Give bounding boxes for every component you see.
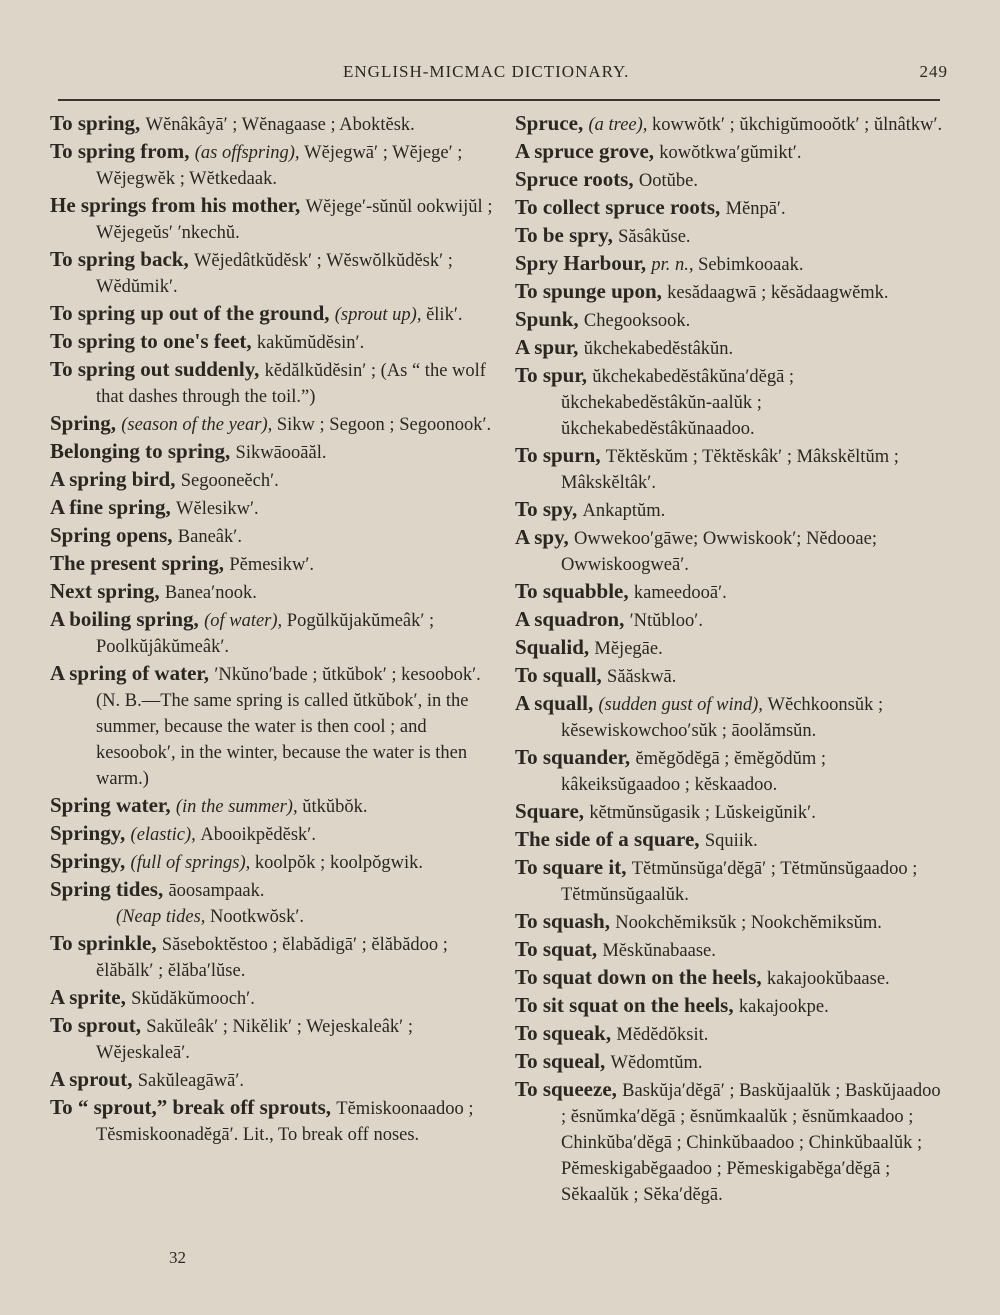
headword: To sprout, bbox=[50, 1013, 147, 1037]
dictionary-entry bbox=[515, 826, 947, 854]
translation: Segooneĕch′. bbox=[180, 471, 279, 491]
headword: Spruce roots, bbox=[515, 167, 639, 191]
dictionary-entry bbox=[50, 820, 505, 848]
translation: Wĕdomtŭm. bbox=[610, 1053, 703, 1073]
translation: Abooikpĕdĕsk′. bbox=[200, 825, 316, 845]
headword: To spring back, bbox=[50, 247, 194, 271]
translation: Sebimkooaak. bbox=[698, 255, 804, 275]
headword: Spruce, bbox=[515, 111, 589, 135]
translation: ŭkchekabedĕstâkŭn. bbox=[583, 339, 734, 359]
dictionary-entry bbox=[515, 110, 947, 138]
translation: kesădaagwā ; kĕsădaagwĕmk. bbox=[667, 283, 889, 303]
translation: Mĕdĕdŏksit. bbox=[616, 1025, 709, 1045]
signature-mark: 32 bbox=[169, 1248, 186, 1267]
gloss: (full of springs), bbox=[130, 853, 255, 873]
headword: Spunk, bbox=[515, 307, 584, 331]
headword: Square, bbox=[515, 799, 590, 823]
headword: To collect spruce roots, bbox=[515, 195, 726, 219]
gloss: (sudden gust of wind), bbox=[598, 695, 768, 715]
dictionary-entry bbox=[50, 246, 505, 300]
translation: Nootkwŏsk′. bbox=[210, 907, 305, 927]
dictionary-entry bbox=[515, 634, 947, 662]
dictionary-entry bbox=[50, 1066, 505, 1094]
translation: ŭkchekabedĕstâkŭna′dĕgā ; ŭkchekabedĕstâkŭn-aalŭk ; ŭkchekabedĕstâkŭnaadoo. bbox=[561, 367, 795, 439]
translation: kowwŏtk′ ; ŭkchigŭmooŏtk′ ; ŭlnâtkw′. bbox=[652, 115, 943, 135]
dictionary-entry bbox=[515, 222, 947, 250]
translation: Tĕmiskoonaadoo ; Tĕsmiskoonadĕgā′. Lit., To break off noses. bbox=[96, 1099, 474, 1145]
dictionary-entry bbox=[515, 442, 947, 496]
headword: Spring, bbox=[50, 411, 122, 435]
headword: To sit squat on the heels, bbox=[515, 993, 739, 1017]
dictionary-entry bbox=[515, 524, 947, 578]
headword: To squeeze, bbox=[515, 1077, 623, 1101]
headword: Springy, bbox=[50, 821, 131, 845]
translation: Mĕskŭnabaase. bbox=[602, 941, 716, 961]
headword: To spring out suddenly, bbox=[50, 357, 265, 381]
headword: Spring water, bbox=[50, 793, 176, 817]
translation: kakajookpe. bbox=[738, 997, 829, 1017]
dictionary-entry bbox=[515, 1048, 947, 1076]
dictionary-entry bbox=[50, 848, 505, 876]
translation: Mĕjegāe. bbox=[594, 639, 663, 659]
dictionary-entry bbox=[515, 306, 947, 334]
translation: ′Nkŭno′bade ; ŭtkŭbok′ ; kesoobok′. (N. B.—The same spring is called ŭtkŭbok′, in the summer, because the water is then cool ; and kesoobok′, in the winter, because the water is then warm.) bbox=[96, 665, 481, 789]
headword: A spruce grove, bbox=[515, 139, 660, 163]
translation: Owwekoo′gāwe; Owwiskook′; Nĕdooae; Owwiskoogweā′. bbox=[561, 529, 877, 575]
headword: To squall, bbox=[515, 663, 608, 687]
headword: A squadron, bbox=[515, 607, 630, 631]
dictionary-entry bbox=[515, 798, 947, 826]
dictionary-entry bbox=[515, 194, 947, 222]
headword: To squat, bbox=[515, 937, 603, 961]
dictionary-entry bbox=[50, 904, 505, 930]
dictionary-entry bbox=[50, 328, 505, 356]
translation: Wĕjedâtkŭdĕsk′ ; Wĕswŏlkŭdĕsk′ ; Wĕdŭmik′. bbox=[96, 251, 453, 297]
dictionary-entry bbox=[50, 522, 505, 550]
dictionary-entry bbox=[515, 1076, 947, 1208]
dictionary-entry bbox=[515, 496, 947, 524]
headword: A fine spring, bbox=[50, 495, 177, 519]
dictionary-entry bbox=[515, 964, 947, 992]
translation: Baskŭja′dĕgā′ ; Baskŭjaalŭk ; Baskŭjaadoo ; ĕsnŭmka′dĕgā ; ĕsnŭmkaalŭk ; ĕsnŭmkaadoo ; Chinkŭba′dĕgā ; Chinkŭbaadoo ; Chinkŭbaalŭk ; Pĕmeskigabĕgaadoo ; Pĕmeskigabĕga′dĕgā ; Sĕkaalŭk ; Sĕka′dĕgā. bbox=[561, 1081, 941, 1205]
translation: Wĕjegwā′ ; Wĕjege′ ; Wĕjegwĕk ; Wĕtkedaak. bbox=[96, 143, 463, 189]
headword: Next spring, bbox=[50, 579, 165, 603]
dictionary-entry bbox=[50, 192, 505, 246]
headword: A spring of water, bbox=[50, 661, 215, 685]
translation: kĕdălkŭdĕsin′ ; (As “ the wolf that dashes through the toil.”) bbox=[96, 361, 486, 407]
translation: Sikwāooāăl. bbox=[235, 443, 327, 463]
translation: Baneâk′. bbox=[177, 527, 242, 547]
dictionary-entry bbox=[50, 606, 505, 660]
dictionary-entry bbox=[50, 876, 505, 904]
translation: Wĕjege′-sŭnŭl ookwijŭl ; Wĕjegeŭs′ ′nkechŭ. bbox=[96, 197, 493, 243]
dictionary-entry bbox=[50, 930, 505, 984]
translation: Tĕtmŭnsŭga′dĕgā′ ; Tĕtmŭnsŭgaadoo ; Tĕtmŭnsŭgaalŭk. bbox=[561, 859, 918, 905]
headword: To spring to one's feet, bbox=[50, 329, 257, 353]
translation: Săăskwā. bbox=[607, 667, 677, 687]
translation: Săsâkŭse. bbox=[618, 227, 691, 247]
translation: Sakŭleâk′ ; Nikĕlik′ ; Wejeskaleâk′ ; Wĕjeskaleā′. bbox=[96, 1017, 413, 1063]
dictionary-entry bbox=[50, 300, 505, 328]
headword: The side of a square, bbox=[515, 827, 705, 851]
translation: Ootŭbe. bbox=[638, 171, 698, 191]
headword: To squabble, bbox=[515, 579, 634, 603]
right-column bbox=[515, 110, 947, 1208]
header-rule bbox=[58, 99, 940, 101]
dictionary-entry bbox=[515, 854, 947, 908]
translation: Pĕmesikw′. bbox=[229, 555, 315, 575]
headword: A sprite, bbox=[50, 985, 132, 1009]
dictionary-entry bbox=[50, 1094, 505, 1148]
gloss: (of water), bbox=[204, 611, 287, 631]
headword: A squall, bbox=[515, 691, 599, 715]
dictionary-entry bbox=[50, 356, 505, 410]
dictionary-entry bbox=[50, 494, 505, 522]
translation: Wĕnâkâyā′ ; Wĕnagaase ; Aboktĕsk. bbox=[145, 115, 415, 135]
dictionary-entry bbox=[515, 166, 947, 194]
dictionary-entry bbox=[515, 250, 947, 278]
dictionary-entry bbox=[50, 438, 505, 466]
dictionary-entry bbox=[50, 110, 505, 138]
page-header bbox=[0, 62, 1000, 86]
headword: The present spring, bbox=[50, 551, 230, 575]
gloss: (elastic), bbox=[130, 825, 201, 845]
dictionary-entry bbox=[515, 334, 947, 362]
headword: To “ sprout,” break off sprouts, bbox=[50, 1095, 337, 1119]
translation: Skŭdăkŭmooch′. bbox=[131, 989, 255, 1009]
dictionary-entry bbox=[50, 466, 505, 494]
headword: To be spry, bbox=[515, 223, 619, 247]
translation: kowŏtkwa′gŭmikt′. bbox=[659, 143, 802, 163]
headword: Spry Harbour, bbox=[515, 251, 652, 275]
translation: Mĕnpā′. bbox=[725, 199, 786, 219]
headword: To squander, bbox=[515, 745, 636, 769]
translation: Wĕchkoonsŭk ; kĕsewiskowchoo′sŭk ; āoolămsŭn. bbox=[561, 695, 884, 741]
translation: Sakŭleagāwā′. bbox=[137, 1071, 245, 1091]
translation: Wĕlesikw′. bbox=[176, 499, 259, 519]
running-title: ENGLISH-MICMAC DICTIONARY. bbox=[343, 62, 630, 81]
headword: To squat down on the heels, bbox=[515, 965, 767, 989]
dictionary-entry bbox=[50, 984, 505, 1012]
translation: kameedooā′. bbox=[633, 583, 727, 603]
headword: Spring opens, bbox=[50, 523, 178, 547]
translation: kakajookŭbaase. bbox=[766, 969, 890, 989]
headword: To spy, bbox=[515, 497, 583, 521]
gloss: (a tree), bbox=[588, 115, 653, 135]
headword: A spy, bbox=[515, 525, 574, 549]
headword: Springy, bbox=[50, 849, 131, 873]
gloss: (in the summer), bbox=[175, 797, 303, 817]
headword: To spurn, bbox=[515, 443, 606, 467]
translation: Săseboktĕstoo ; ĕlabădigā′ ; ĕlăbădoo ; ĕlăbălk′ ; ĕlăba′lŭse. bbox=[96, 935, 448, 981]
headword: To squeal, bbox=[515, 1049, 611, 1073]
headword: Squalid, bbox=[515, 635, 595, 659]
translation: Tĕktĕskŭm ; Tĕktĕskâk′ ; Mâkskĕltŭm ; Mâkskĕltâk′. bbox=[561, 447, 899, 493]
translation: ĕmĕgŏdĕgā ; ĕmĕgŏdŭm ; kâkeiksŭgaadoo ; kĕskaadoo. bbox=[561, 749, 827, 795]
gloss: (Neap tides, bbox=[116, 907, 211, 927]
dictionary-entry bbox=[50, 410, 505, 438]
dictionary-entry bbox=[515, 936, 947, 964]
headword: To spunge upon, bbox=[515, 279, 668, 303]
headword: A spur, bbox=[515, 335, 584, 359]
dictionary-entry bbox=[515, 1020, 947, 1048]
translation: Banea′nook. bbox=[164, 583, 257, 603]
headword: To spring, bbox=[50, 111, 146, 135]
translation: kakŭmŭdĕsin′. bbox=[256, 333, 365, 353]
translation: kĕtmŭnsŭgasik ; Lŭskeigŭnik′. bbox=[589, 803, 816, 823]
translation: koolpŏk ; koolpŏgwik. bbox=[254, 853, 423, 873]
dictionary-entry bbox=[515, 690, 947, 744]
translation: Sikw ; Segoon ; Segoonook′. bbox=[276, 415, 492, 435]
dictionary-entry bbox=[515, 908, 947, 936]
dictionary-entry bbox=[50, 792, 505, 820]
dictionary-entry bbox=[515, 744, 947, 798]
gloss: pr. n., bbox=[651, 255, 699, 275]
headword: A spring bird, bbox=[50, 467, 181, 491]
headword: A boiling spring, bbox=[50, 607, 205, 631]
left-column bbox=[50, 110, 505, 1148]
dictionary-entry bbox=[50, 578, 505, 606]
dictionary-entry bbox=[515, 138, 947, 166]
translation: Ankaptŭm. bbox=[582, 501, 666, 521]
headword: A sprout, bbox=[50, 1067, 138, 1091]
dictionary-entry bbox=[515, 362, 947, 442]
headword: To sprinkle, bbox=[50, 931, 162, 955]
translation: ′Ntŭbloo′. bbox=[629, 611, 703, 631]
translation: Squiik. bbox=[704, 831, 758, 851]
headword: Belonging to spring, bbox=[50, 439, 236, 463]
headword: To spring up out of the ground, bbox=[50, 301, 335, 325]
translation: Nookchĕmiksŭk ; Nookchĕmiksŭm. bbox=[615, 913, 882, 933]
gloss: (season of the year), bbox=[121, 415, 277, 435]
translation: Pogŭlkŭjakŭmeâk′ ; Poolkŭjâkŭmeâk′. bbox=[96, 611, 435, 657]
headword: To squeak, bbox=[515, 1021, 617, 1045]
dictionary-entry bbox=[50, 138, 505, 192]
headword: Spring tides, bbox=[50, 877, 169, 901]
dictionary-entry bbox=[50, 1012, 505, 1066]
gloss: (as offspring), bbox=[194, 143, 305, 163]
dictionary-entry bbox=[50, 550, 505, 578]
page-number: 249 bbox=[919, 62, 948, 81]
translation: Chegooksook. bbox=[583, 311, 691, 331]
translation: ĕlik′. bbox=[426, 305, 463, 325]
headword: To square it, bbox=[515, 855, 632, 879]
translation: āoosampaak. bbox=[168, 881, 265, 901]
headword: He springs from his mother, bbox=[50, 193, 306, 217]
headword: To spur, bbox=[515, 363, 593, 387]
dictionary-entry bbox=[50, 660, 505, 792]
dictionary-entry bbox=[515, 662, 947, 690]
headword: To spring from, bbox=[50, 139, 195, 163]
dictionary-entry bbox=[515, 992, 947, 1020]
gloss: (sprout up), bbox=[334, 305, 427, 325]
translation: ŭtkŭbŏk. bbox=[302, 797, 368, 817]
dictionary-entry bbox=[515, 606, 947, 634]
dictionary-entry bbox=[515, 578, 947, 606]
headword: To squash, bbox=[515, 909, 616, 933]
dictionary-entry bbox=[515, 278, 947, 306]
